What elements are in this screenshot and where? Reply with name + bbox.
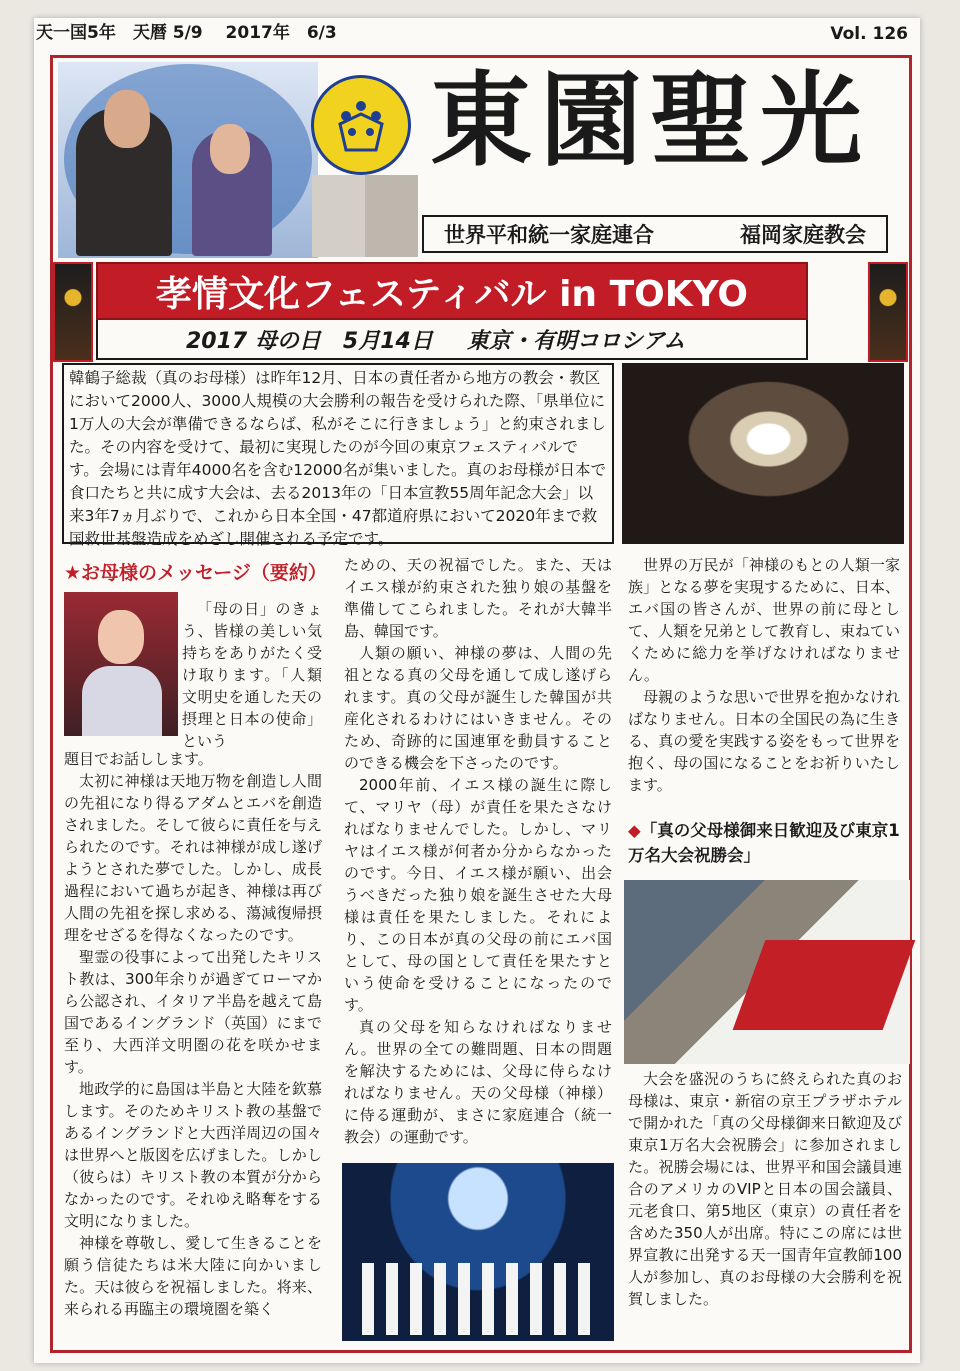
performance-photo: [342, 1163, 614, 1341]
speaker-portrait: [64, 592, 178, 736]
event-date: 2017 母の日 5月14日: [186, 328, 433, 354]
message-paragraph: 地政学的に島国は半島と大陸を欽慕します。そのためキリスト教の基盤であるイングランドと大西洋周辺の国々は世界へと版図を広げました。しかし（彼らは）キリスト教の本質が分からなかったのです。それゆえ略奪をする文明になりました。: [64, 1080, 322, 1230]
message-paragraph: 題目でお話しします。: [64, 750, 213, 768]
diamond-icon: ◆: [628, 821, 641, 840]
message-paragraph: 世界の万民が「神様のもとの人類一家族」となる夢を実現するために、日本、エバ国の皆さんが、世界の前に母として、人類を兄弟として教育し、束ねていくために総力を挙げなければなりません。: [628, 556, 900, 684]
message-paragraph: 2000年前、イエス様の誕生に際して、マリヤ（母）が責任を果たさなければなりませんでした。しかし、マリヤはイエス様が何者か分からなかったのです。今日、イエス様が願い、出会うべきだった独り娘を誕生させた大母様は責任を果たしました。それにより、この日本が真の父母の前にエバ国として、母の国として責任を果たすという使命を受けることになったのです。: [344, 776, 612, 1014]
message-paragraph: 神様を尊敬し、愛して生きることを願う信徒たちは米大陸に向かいました。天は彼らを祝福しました。将来、来られる再臨主の環境圏を築く: [64, 1234, 322, 1318]
celebration-heading: [628, 818, 900, 868]
banquet-stage: [733, 940, 916, 1030]
arena-photo: [622, 363, 904, 544]
org-name: 世界平和統一家庭連合: [444, 223, 654, 247]
issue-dates: 天一国5年 天暦 5/9 2017年 6/3: [36, 23, 337, 43]
celebration-column: [628, 1068, 902, 1310]
right-ornament: [868, 262, 908, 362]
message-heading: ★お母様のメッセージ（要約）: [64, 562, 327, 584]
founder-face-2: [210, 124, 250, 174]
organization-box: [422, 215, 888, 253]
message-paragraph: 聖霊の役事によって出発したキリスト教は、300年余りが過ぎてローマから公認され、イタリア半島を越えて島国であるイングランド（英国）にまで至り、大西洋文明圏の花を咲かせます。: [64, 948, 322, 1076]
message-paragraph: 太初に神様は天地万物を創造し人間の先祖になり得るアダムとエバを創造されました。そして彼らに責任を与えられたのです。それは神様が成し遂げようとされた夢でした。しかし、成長過程において過ちが起き、神様は再び人間の先祖を探し求める、蕩減復帰摂理をせざるを得なくなったのです。: [64, 772, 322, 944]
message-paragraph: 「母の日」のきょう、皆様の美しい気持ちをありがたく受け取ります。「人類文明史を通した天の摂理と日本の使命」という: [182, 600, 322, 750]
family-logo-icon: [311, 75, 411, 175]
message-column-2: [344, 554, 612, 1148]
celebration-paragraph: 大会を盛況のうちに終えられた真のお母様は、東京・新宿の京王プラザホテルで開かれた「真の父母様御来日歓迎及び東京1万名大会祝勝会」に参加されました。祝勝会場には、世界平和国会議員連合のアメリカのVIPと日本の国会議員、元老食口、第5地区（東京）の責任者を含めた350人が出席。特にこの席には世界宣教に出発する天一国青年宣教師100人が参加し、真のお母様の大会勝利を祝賀しました。: [628, 1070, 902, 1308]
intro-article: 韓鶴子総裁（真のお母様）は昨年12月、日本の責任者から地方の教会・教区において2000人、3000人規模の大会勝利の報告を受けられた際、「県単位に1万人の大会が準備できるならば、私がそこに行きましょう」と約束されました。その内容を受けて、最初に実現したのが今回の東京フェスティバルです。会場には青年4000名を含む12000名が集いました。真のお母様が日本で食口たちと共に成す大会は、去る2013年の「日本宣教55周年記念大会」以来3年7ヵ月ぶりで、これから日本全国・47都道府県において2020年まで救国救世基盤造成をめざし開催される予定です。: [62, 363, 614, 544]
event-place: 東京・有明コロシアム: [466, 328, 686, 354]
message-paragraph: 母親のような思いで世界を抱かなければなりません。日本の全国民の為に生きる、真の愛を実践する姿をもって世界を抱く、母の国になることをお祈りいたします。: [628, 688, 900, 794]
founder-face-1: [104, 90, 150, 148]
celebration-heading-text: 「真の父母様御来日歓迎及び東京1 万名大会祝勝会」: [628, 821, 900, 865]
speaker-face: [98, 610, 144, 664]
family-figures-icon: [330, 94, 392, 156]
masthead-title: 東園聖光: [430, 61, 870, 181]
volume-number: Vol. 126: [830, 24, 908, 44]
church-building-photo: [312, 175, 418, 257]
message-column-1: [64, 748, 322, 1320]
left-ornament: [53, 262, 93, 362]
church-name: 福岡家庭教会: [740, 223, 866, 247]
message-paragraph: ための、天の祝福でした。また、天はイエス様が約束された独り娘の基盤を準備してこられました。それが大韓半島、韓国です。: [344, 556, 612, 640]
event-subtitle: [96, 320, 808, 360]
message-column-3: [628, 554, 900, 796]
festival-title: 孝情文化フェスティバル in TOKYO: [96, 262, 808, 320]
banquet-photo: [624, 880, 910, 1064]
speaker-body: [82, 666, 162, 736]
dancers-group: [362, 1263, 594, 1335]
message-beside-photo: [182, 598, 322, 752]
message-paragraph: 人類の願い、神様の夢は、人間の先祖となる真の父母を通して成し遂げられます。真の父母が誕生した韓国が共産化されるわけにはいきません。そのため、奇跡的に国連軍を動員することのできる機会を下さったのです。: [344, 644, 612, 772]
message-paragraph: 真の父母を知らなければなりません。世界の全ての難問題、日本の問題を解決するためには、父母に侍らなければなりません。天の父母様（神様）に侍る運動が、まさに家庭連合（統一教会）の運動です。: [344, 1018, 612, 1146]
